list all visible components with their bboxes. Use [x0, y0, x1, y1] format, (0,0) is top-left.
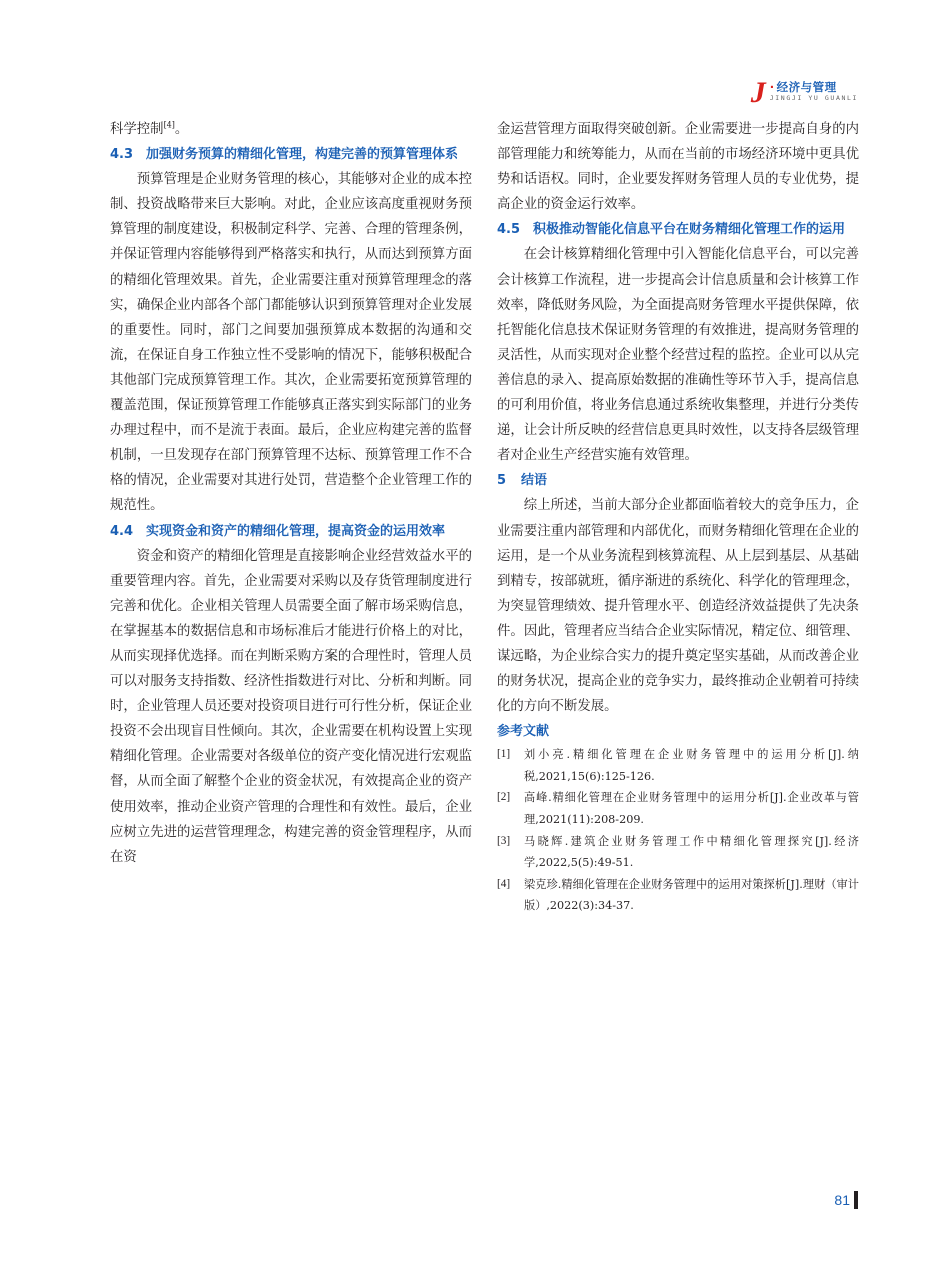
right-column — [497, 117, 859, 917]
section-heading-4-3: 4.3 加强财务预算的精细化管理，构建完善的预算管理体系 — [110, 147, 459, 163]
journal-title-en: JINGJI YU GUANLI — [769, 94, 858, 102]
section-heading-5: 5 结语 — [497, 473, 548, 489]
body-paragraph: 在会计核算精细化管理中引入智能化信息平台，可以完善会计核算工作流程，进一步提高会计信息质量和会计核算工作效率，降低财务风险，为全面提高财务管理水平提供保障，依托智能化信息技术保证财务管理的有效推进，提高财务管理的灵活性，从而实现对企业整个经营过程的监控。企业可以从完善信息的录入、提高原始数据的准确性等环节入手，提高信息的可利用价值，将业务信息通过系统收集整理，并进行分类传递，让会计所反映的经营信息更具时效性，以支持各层级管理者对企业生产经营实施有效管理。 — [497, 247, 859, 464]
section-heading-4-4: 4.4 实现资金和资产的精细化管理，提高资金的运用效率 — [110, 523, 446, 539]
references-heading: 参考文献 — [497, 724, 550, 740]
journal-logo — [750, 76, 858, 109]
reference-item: [3] 马晓辉.建筑企业财务管理工作中精细化管理探究[J].经济学,2022,5(5):49-51. — [497, 834, 859, 870]
logo-letter: J — [750, 76, 766, 109]
page-number — [834, 1191, 858, 1209]
journal-title-cn: · 经济与管理 — [769, 80, 837, 94]
page-number-text: 81 — [834, 1192, 850, 1208]
body-paragraph: 预算管理是企业财务管理的核心，其能够对企业的成本控制、投资战略带来巨大影响。对此，企业应该高度重视财务预算管理的制度建设，积极制定科学、完善、合理的管理条例，并保证管理内容能够得到严格落实和执行，从而达到预算方面的精细化管理效果。首先，企业需要注重对预算管理理念的落实，确保企业内部各个部门都能够认识到预算管理对企业发展的重要性。同时，部门之间要加强预算成本数据的沟通和交流，在保证自身工作独立性不受影响的情况下，能够积极配合其他部门完成预算管理工作。其次，企业需要拓宽预算管理的覆盖范围，保证预算管理工作能够真正落实到实际部门的业务办理过程中，而不是流于表面。最后，企业应构建完善的监督机制，一旦发现存在部门预算管理不达标、预算管理工作不合格的情况，企业需要对其进行处罚，营造整个企业管理工作的规范性。 — [110, 172, 472, 514]
left-column — [110, 117, 472, 870]
reference-list — [497, 744, 859, 917]
reference-item: [4] 梁克珍.精细化管理在企业财务管理中的运用对策探析[J].理财（审计版）,2022(3):34-37. — [497, 877, 859, 913]
continued-paragraph: 科学控制[4]。 — [110, 120, 189, 137]
body-paragraph: 资金和资产的精细化管理是直接影响企业经营效益水平的重要管理内容。首先，企业需要对采购以及存货管理制度进行完善和优化。企业相关管理人员需要全面了解市场采购信息，在掌握基本的数据信息和市场标准后才能进行价格上的对比，从而实现择优选择。而在判断采购方案的合理性时，管理人员可以对服务支持指数、经济性指数进行对比、分析和判断。同时，企业管理人员还要对投资项目进行可行性分析，保证企业投资不会出现盲目性倾向。其次，企业需要在机构设置上实现精细化管理。企业需要对各级单位的资产变化情况进行宏观监督，从而全面了解整个企业的资金状况，有效提高企业的资产使用效率，推动企业资产管理的合理性和有效性。最后，企业应树立先进的运营管理理念，构建完善的资金管理程序，从而在资 — [110, 548, 472, 865]
continued-paragraph: 金运营管理方面取得突破创新。企业需要进一步提高自身的内部管理能力和统筹能力，从而在当前的市场经济环境中更具优势和话语权。同时，企业要发挥财务管理人员的专业优势，提高企业的资金运行效率。 — [497, 122, 859, 213]
reference-item: [2] 高峰.精细化管理在企业财务管理中的运用分析[J].企业改革与管理,2021(11):208-209. — [497, 791, 859, 827]
citation-link[interactable]: [4] — [163, 120, 175, 130]
reference-item: [1] 刘小亮.精细化管理在企业财务管理中的运用分析[J].纳税,2021,15(6):125-126. — [497, 748, 859, 783]
section-heading-4-5: 4.5 积极推动智能化信息平台在财务精细化管理工作的运用 — [497, 222, 846, 238]
body-paragraph: 综上所述，当前大部分企业都面临着较大的竞争压力，企业需要注重内部管理和内部优化，而财务精细化管理在企业的运用，是一个从业务流程到核算流程、从上层到基层、从基础到精专，按部就班，循序渐进的系统化、科学化的管理理念，为突显管理绩效、提升管理水平、创造经济效益提供了先决条件。因此，管理者应当结合企业实际情况，精定位、细管理、谋远略，为企业综合实力的提升奠定坚实基础，从而改善企业的财务状况，提高企业的竞争实力，最终推动企业朝着可持续化的方向不断发展。 — [497, 498, 859, 715]
page-marker-bar — [854, 1191, 858, 1209]
logo-text — [770, 80, 858, 102]
